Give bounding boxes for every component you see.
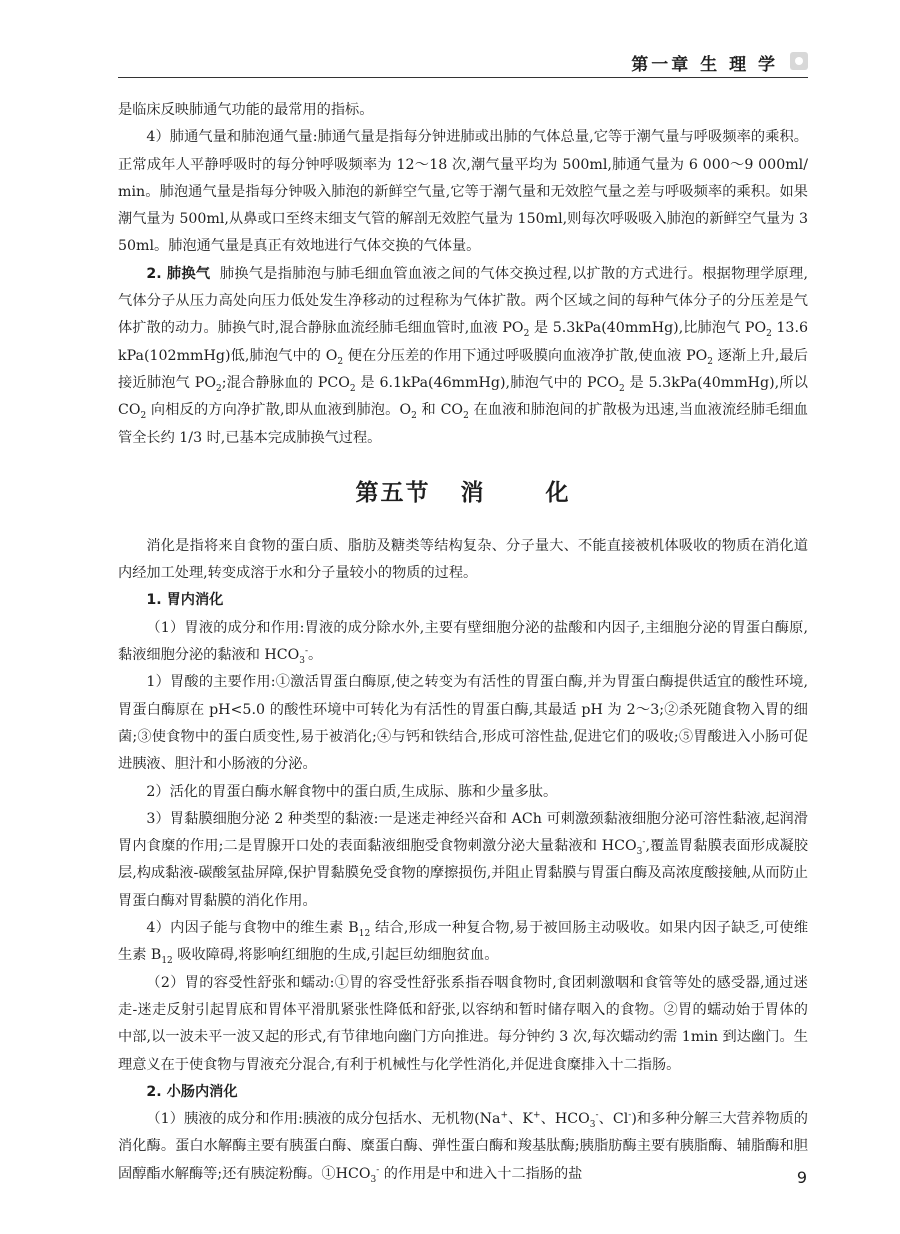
page-tab-icon <box>790 52 808 70</box>
paragraph: 2）活化的胃蛋白酶水解食物中的蛋白质,生成䏡、胨和少量多肽。 <box>146 783 558 800</box>
page-body <box>118 97 808 1188</box>
header-rule <box>118 77 808 78</box>
paragraph: 3）胃黏膜细胞分泌 2 种类型的黏液:一是迷走神经兴奋和 ACh 可刺激颈黏液细胞分泌可溶性黏液,起润滑胃内食糜的作用;二是胃腺开口处的表面黏液细胞受食物刺激分泌大量黏液和 $HCO_3^-$,覆盖胃黏膜表面形成凝胶层,构成黏液-碳酸氢盐屏障,保护胃黏膜免受食物的摩擦损伤,并阻止胃黏膜与胃蛋白酶及高浓度酸接触,从而防止胃蛋白酶对胃黏膜的消化作用。 <box>118 810 808 909</box>
paragraph: 1）胃酸的主要作用:①激活胃蛋白酶原,使之转变为有活性的胃蛋白酶,并为胃蛋白酶提供适宜的酸性环境,胃蛋白酶原在 pH<5.0 的酸性环境中可转化为有活性的胃蛋白酶,其最适 pH 为 2～3;②杀死随食物入胃的细菌;③使食物中的蛋白质变性,易于被消化;④与钙和铁结合,形成可溶性盐,促进它们的吸收;⑤胃酸进入小肠可促进胰液、胆汁和小肠液的分泌。 <box>118 674 808 773</box>
paragraph: （1）胃液的成分和作用:胃液的成分除水外,主要有壁细胞分泌的盐酸和内因子,主细胞分泌的胃蛋白酶原,黏液细胞分泌的黏液和 $HCO_3^-$。 <box>118 619 808 666</box>
paragraph-gas-exchange: 2. 肺换气 肺换气是指肺泡与肺毛细血管血液之间的气体交换过程,以扩散的方式进行。根据物理学原理,气体分子从压力高处向压力低处发生净移动的过程称为气体扩散。两个区域之间的每种气体分子的分压差是气体扩散的动力。肺换气时,混合静脉血流经肺毛细血管时,血液 $PO_2$ 是 5.3kPa(40mmHg),比肺泡气 $PO_2$ 13.6kPa(102mmHg)低,肺泡气中的 $O_2$ 便在分压差的作用下通过呼吸膜向血液净扩散,使血液 $PO_2$ 逐渐上升,最后接近肺泡气 $PO_2$;混合静脉血的 $PCO_2$ 是 6.1kPa(46mmHg),肺泡气中的 $PCO_2$ 是 5.3kPa(40mmHg),所以 $CO_2$ 向相反的方向净扩散,即从血液到肺泡。$O_2$ 和 $CO_2$ 在血液和肺泡间的扩散极为迅速,当血液流经肺毛细血管全长约 1/3 时,已基本完成肺换气过程。 <box>118 265 808 446</box>
paragraph: （1）胰液的成分和作用:胰液的成分包括水、无机物(Na+、K+、$HCO_3^-$、Cl-)和多种分解三大营养物质的消化酶。蛋白水解酶主要有胰蛋白酶、糜蛋白酶、弹性蛋白酶和羧基肽酶;胰脂肪酶主要有胰脂酶、辅脂酶和胆固醇酯水解酶等;还有胰淀粉酶。$①HCO_3^-$ 的作用是中和进入十二指肠的盐 <box>118 1110 808 1185</box>
chapter-title: 第一章 生 理 学 <box>631 55 778 75</box>
paragraph: 是临床反映肺通气功能的最常用的指标。 <box>118 102 374 118</box>
subheading: 2. 小肠内消化 <box>146 1083 238 1100</box>
paragraph: 4）内因子能与食物中的维生素 $B_{12}$ 结合,形成一种复合物,易于被回肠主动吸收。如果内因子缺乏,可使维生素 $B_{12}$ 吸收障碍,将影响红细胞的生成,引起巨幼细胞贫血。 <box>118 920 809 967</box>
subheading-inline: 2. 肺换气 <box>146 265 211 282</box>
running-header <box>118 50 808 80</box>
section-heading: 第五节 消 化 <box>355 478 571 506</box>
paragraph: （2）胃的容受性舒张和蠕动:①胃的容受性舒张系指吞咽食物时,食团刺激咽和食管等处的感受器,通过迷走-迷走反射引起胃底和胃体平滑肌紧张性降低和舒张,以容纳和暂时储存咽入的食物。②胃的蠕动始于胃体的中部,以一波未平一波又起的形式,有节律地向幽门方向推进。每分钟约 3 次,每次蠕动约需 1min 到达幽门。生理意义在于使食物与胃液充分混合,有利于机械性与化学性消化,并促进食糜排入十二指肠。 <box>118 974 808 1073</box>
page-number: 9 <box>796 1168 807 1187</box>
subheading: 1. 胃内消化 <box>146 592 224 609</box>
paragraph: 4）肺通气量和肺泡通气量:肺通气量是指每分钟进肺或出肺的气体总量,它等于潮气量与呼吸频率的乘积。正常成年人平静呼吸时的每分钟呼吸频率为 12～18 次,潮气量平均为 500ml,肺通气量为 6 000～9 000ml/min。肺泡通气量是指每分钟吸入肺泡的新鲜空气量,它等于潮气量和无效腔气量之差与呼吸频率的乘积。如果潮气量为 500ml,从鼻或口至终末细支气管的解剖无效腔气量为 150ml,则每次呼吸吸入肺泡的新鲜空气量为 350ml。肺泡通气量是真正有效地进行气体交换的气体量。 <box>118 129 808 255</box>
paragraph: 消化是指将来自食物的蛋白质、脂肪及糖类等结构复杂、分子量大、不能直接被机体吸收的物质在消化道内经加工处理,转变成溶于水和分子量较小的物质的过程。 <box>118 537 808 582</box>
